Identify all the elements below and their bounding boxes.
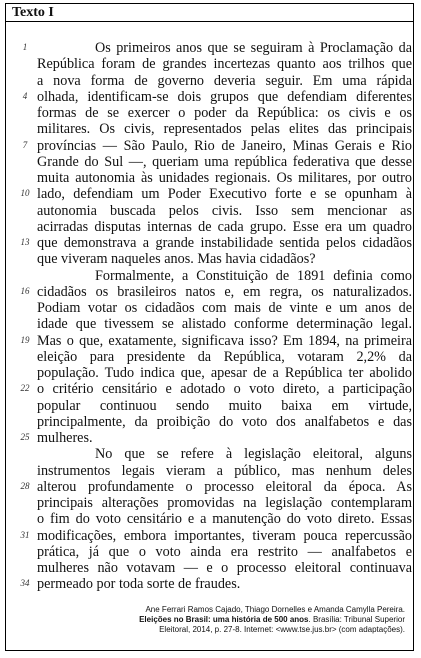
- text-line: militares. Os civis, representados pelas elites das principais: [37, 121, 412, 138]
- text-line: que demonstrava a grande instabilidade sentida pelos cidadãos: [37, 235, 412, 251]
- text-title: Texto I: [12, 5, 54, 20]
- text-line: formas de se exercer o poder da República: os civis e os: [37, 105, 412, 121]
- text-line: a nova forma de governo deveria seguir. Em uma rápida: [37, 72, 412, 89]
- text-line: Grande do Sul —, queriam uma república federativa que desse: [37, 153, 412, 170]
- text-line: que viveram naqueles anos. Mas havia cidadãos?: [37, 251, 316, 268]
- text-line: eleição para presidente da República, votaram 2,2% da: [37, 348, 412, 365]
- text-line: popular continuou sendo muito baixa em virtude,: [37, 397, 412, 414]
- source-authors: Ane Ferrari Ramos Cajado, Thiago Dornelles e Amanda Camylla Pereira.: [145, 605, 405, 614]
- text-line: cidadãos os brasileiros natos e, em regra, os naturalizados.: [37, 283, 412, 300]
- source-publisher: . Brasília: Tribunal Superior: [308, 615, 405, 624]
- text-line: instrumentos legais vieram a público, mas nenhum deles: [37, 462, 412, 479]
- text-line: olhada, identificam-se dois grupos que defendiam diferentes: [37, 88, 412, 105]
- text-line: alterou profundamente o processo eleitoral da época. As: [37, 478, 412, 495]
- text-line: províncias — São Paulo, Rio de Janeiro, Minas Gerais e Rio: [37, 137, 412, 154]
- text-line: principalmente, da proibição do voto dos analfabetos e das: [37, 413, 412, 430]
- line-number: 13: [20, 237, 30, 247]
- text-line: Mas o que, exatamente, significava isso? Em 1894, na primeira: [37, 332, 412, 349]
- line-number: 28: [20, 480, 30, 491]
- text-header: [6, 4, 413, 22]
- text-line: Os primeiros anos que se seguiram à Proclamação da: [95, 40, 412, 56]
- text-line: população. Tudo indica que, apesar de a República ter abolido: [37, 365, 412, 381]
- text-line: o fim do voto censitário e a manutenção do voto direto. Essas: [37, 511, 412, 528]
- source-book-line: [125, 615, 405, 625]
- text-line: mulheres.: [37, 430, 93, 446]
- text-line: permeado por toda sorte de fraudes.: [37, 576, 241, 593]
- text-line: autonomia buscada pelos civis. Isso sem mencionar as: [37, 202, 412, 219]
- text-line: mulheres não votavam — e o processo eleitoral continuava: [37, 560, 412, 576]
- text-line: Formalmente, a Constituição de 1891 definia como: [95, 267, 412, 284]
- line-number: 1: [22, 42, 28, 52]
- line-number: 34: [20, 578, 30, 589]
- text-line: acirradas disputas internas de cada grupo. Esse era um quadro: [37, 218, 412, 235]
- line-number: 19: [20, 334, 30, 345]
- line-number: 7: [22, 139, 28, 150]
- text-frame: [5, 3, 414, 651]
- text-body: [6, 40, 413, 598]
- text-line: lado, defendiam um Poder Executivo forte e se opunham à: [37, 186, 412, 203]
- line-number: 4: [22, 90, 28, 101]
- source-details: Eleitoral, 2014, p. 27-8. Internet: <www.tse.jus.br> (com adaptações).: [159, 625, 405, 634]
- text-line: o critério censitário e adotado o voto direto, a participação: [37, 381, 412, 398]
- text-line: No que se refere à legislação eleitoral, alguns: [95, 446, 412, 463]
- line-number: 31: [20, 529, 30, 540]
- text-line: idade que tivessem se alistado conforme determinação legal.: [37, 316, 412, 333]
- text-line: principais alterações promovidas na legislação contemplaram: [37, 495, 412, 511]
- line-number: 22: [20, 383, 30, 394]
- text-line: República foram de grandes incertezas quanto aos trilhos que: [37, 56, 412, 73]
- source-citation: [125, 605, 405, 635]
- text-line: Podiam votar os cidadãos com mais de vinte e um anos de: [37, 300, 412, 316]
- text-line: muita autonomia às unidades regionais. Os militares, por outro: [37, 170, 412, 186]
- source-book-title: Eleições no Brasil: uma história de 500 anos: [139, 615, 309, 624]
- text-line: prática, já que o voto ainda era restrito — analfabetos e: [37, 543, 412, 560]
- line-number: 16: [20, 285, 30, 296]
- text-line: modificações, embora importantes, tiveram pouca repercussão: [37, 527, 412, 544]
- line-number: 10: [20, 188, 30, 199]
- line-number: 25: [20, 432, 30, 442]
